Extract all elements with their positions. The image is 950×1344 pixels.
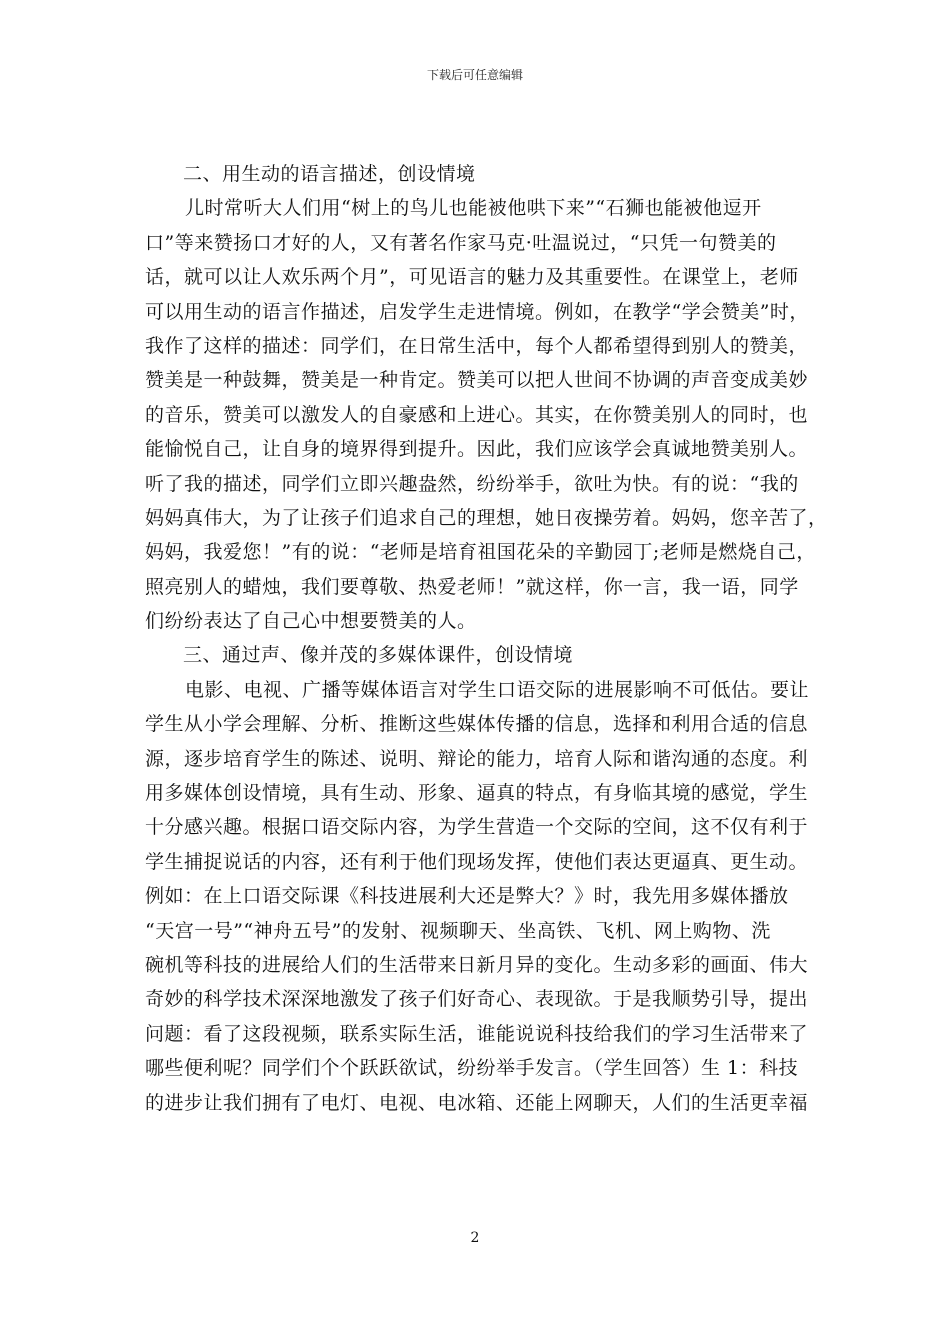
- paragraph-first-line: 电影、电视、广播等媒体语言对学生口语交际的进展影响不可低估。要让: [185, 678, 810, 701]
- page-header: 下载后可任意编辑: [426, 68, 523, 82]
- paragraph-line: 口”等来赞扬口才好的人，又有著名作家马克·吐温说过，“只凭一句赞美的: [145, 231, 777, 254]
- section-heading: 三、通过声、像并茂的多媒体课件，创设情境: [183, 644, 574, 667]
- paragraph-line: 学生捕捉说话的内容，还有利于他们现场发挥，使他们表达更逼真、更生动。: [145, 850, 809, 873]
- paragraph-line: 源，逐步培育学生的陈述、说明、辩论的能力，培育人际和谐沟通的态度。利: [145, 747, 809, 770]
- paragraph-line: 可以用生动的语言作描述，启发学生走进情境。例如，在教学“学会赞美”时，: [145, 300, 809, 323]
- page-number: 2: [470, 1230, 480, 1246]
- paragraph-line: 问题：看了这段视频，联系实际生活，谁能说说科技给我们的学习生活带来了: [145, 1022, 809, 1045]
- paragraph-line: 的音乐，赞美可以激发人的自豪感和上进心。其实，在你赞美别人的同时，也: [145, 403, 809, 426]
- paragraph-first-line: 儿时常听大人们用“树上的鸟儿也能被他哄下来”“石狮也能被他逗开: [185, 197, 762, 220]
- paragraph-line: “天宫一号”“神舟五号”的发射、视频聊天、坐高铁、飞机、网上购物、洗: [145, 919, 771, 942]
- paragraph-line: 妈妈真伟大，为了让孩子们追求自己的理想，她日夜操劳着。妈妈，您辛苦了，: [145, 506, 828, 529]
- document-body: [145, 157, 828, 1120]
- paragraph-line: 妈妈，我爱您！”有的说：“老师是培育祖国花朵的辛勤园丁;老师是燃烧自己，: [145, 541, 816, 564]
- paragraph-line: 能愉悦自己，让自身的境界得到提升。因此，我们应该学会真诚地赞美别人。: [145, 438, 809, 461]
- paragraph-line: 学生从小学会理解、分析、推断这些媒体传播的信息，选择和利用合适的信息: [145, 713, 809, 736]
- paragraph-line: 哪些便利呢？同学们个个跃跃欲试，纷纷举手发言。（学生回答）生 1：科技: [145, 1057, 799, 1080]
- section-heading: 二、用生动的语言描述，创设情境: [183, 163, 476, 185]
- paragraph-line: 听了我的描述，同学们立即兴趣盎然，纷纷举手，欲吐为快。有的说：“我的: [145, 472, 799, 495]
- paragraph-line: 用多媒体创设情境，具有生动、形象、逼真的特点，有身临其境的感觉，学生: [145, 782, 809, 805]
- paragraph-line: 赞美是一种鼓舞，赞美是一种肯定。赞美可以把人世间不协调的声音变成美妙: [145, 369, 809, 392]
- paragraph-line: 照亮别人的蜡烛，我们要尊敬、热爱老师！”就这样，你一言，我一语，同学: [145, 575, 799, 598]
- paragraph-line: 例如：在上口语交际课《科技进展利大还是弊大？》时，我先用多媒体播放: [145, 885, 789, 908]
- paragraph-line: 话，就可以让人欢乐两个月”，可见语言的魅力及其重要性。在课堂上，老师: [145, 266, 799, 289]
- paragraph-line: 碗机等科技的进展给人们的生活带来日新月异的变化。生动多彩的画面、伟大: [145, 953, 809, 976]
- paragraph-line: 奇妙的科学技术深深地激发了孩子们好奇心、表现欲。于是我顺势引导，提出: [145, 988, 809, 1011]
- paragraph-line: 们纷纷表达了自己心中想要赞美的人。: [145, 610, 477, 633]
- paragraph-line: 十分感兴趣。根据口语交际内容，为学生营造一个交际的空间，这不仅有利于: [145, 816, 809, 839]
- paragraph-line: 我作了这样的描述：同学们，在日常生活中，每个人都希望得到别人的赞美，: [145, 334, 809, 357]
- paragraph-line: 的进步让我们拥有了电灯、电视、电冰箱、还能上网聊天，人们的生活更幸福: [145, 1091, 809, 1114]
